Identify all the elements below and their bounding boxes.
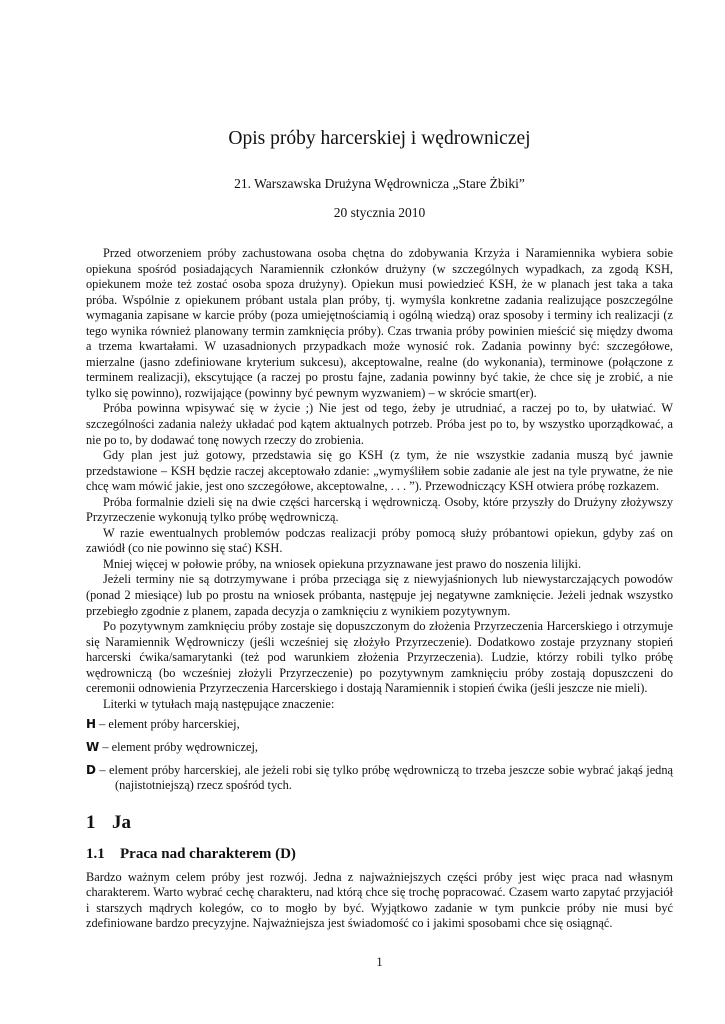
document-author: 21. Warszawska Drużyna Wędrownicza „Stare Żbiki” [234,176,525,191]
paragraph: Po pozytywnym zamknięciu próby zostaje się dopuszczonym do złożenia Przyrzeczenia Harcerskiego i otrzymuje się Naramiennik Wędrowniczy (jeśli wcześniej się złożyło Przyrzeczenie). Dodatkowo zostaje przyznany stopień harcerski ćwika/samarytanki (też pod warunkiem złożenia Przyrzeczenia). Ludzie, którzy robili tylko próbę wędrowniczą (bo wcześniej złożyli Przyrzeczenie) po pozytywnym zamknięciu próby zostają dopuszczeni do ceremonii odnowienia Przyrzeczenia Harcerskiego i dostają Naramiennik i stopień ćwika (jeśli jeszcze nie mieli). [86,619,673,696]
paragraph: Bardzo ważnym celem próby jest rozwój. Jedna z najważniejszych części próby jest więc praca nad własnym charakterem. Warto wybrać cechę charakteru, nad którą chce się trochę popracować. Czasem warto zapytać przyjaciół i starszych mądrych kolegów, co to mogło by być. Wyjątkowo zadanie w tym punkcie próby nie musi być zdefiniowane bardzo precyzyjne. Najważniejsza jest świadomość co i jakimi sposobami chce się osiągnąć. [86,869,673,931]
paragraph: W razie ewentualnych problemów podczas realizacji próby pomocą służy próbantowi opiekun, gdyby zaś on zawiódł (co nie powinno się stać) KSH. [86,525,673,556]
paragraph: Jeżeli terminy nie są dotrzymywane i próba przeciąga się z niewyjaśnionych lub niewystarczających powodów (ponad 2 miesiące) lub po prostu na wniosek próbanta, następuje jej negatywne zamknięcie. Jeżeli jednak wszystko przebiegło zgodnie z planem, zapada decyzja o zamknięciu z wynikiem pozytywnym. [86,572,673,618]
section-number: 1 [86,811,96,833]
definition-item [86,740,673,756]
paragraph: Przed otworzeniem próby zachustowana osoba chętna do zdobywania Krzyża i Naramiennika wybiera sobie opiekuna spośród posiadających Naramiennik członków drużyny (w szczególnych wypadkach, za zgodą KSH, opiekunem może też zostać osoba spoza drużyny). Opiekun musi powiedzieć KSH, że w planach jest taka a taka próba. Wspólnie z opiekunem próbant ustala plan próby, tj. wymyśla konkretne zadania realizujące poszczególne wymagania zapisane w karcie próby (poza umiejętnościamią i ogólną wiedzą) oraz sposoby i terminy ich realizacji (z tego wynika również planowany termin zamknięcia próby). Czas trwania próby powinien mieścić się między dwoma a trzema kwartałami. W uzasadnionych przypadkach może wynosić rok. Zadania powinny być: szczegółowe, mierzalne (jasno zdefiniowane kryterium sukcesu), akceptowalne, realne (do wykonania), terminowe (połączone z terminem realizacji), ekscytujące (a raczej po prostu fajne, zadania powinny być takie, że chce się je zrobić, a nie tylko się powinno), rozwijające (powinny być pewnym wyzwaniem) – w skrócie smart(er). [86,246,673,400]
definition-text: – element próby harcerskiej, ale jeżeli robi się tylko próbę wędrowniczą to trzeba jeszcze sobie wybrać jakąś jedną (najistotniejszą) rzecz spośród tych. [99,762,673,793]
paragraph: Próba powinna wpisywać się w życie ;) Nie jest od tego, żeby je utrudniać, a raczej po to, by ułatwiać. W szczególności zadania należy układać pod kątem aktualnych potrzeb. Próba jest po to, by wszystko uporządkować, a nie po to, by dodawać tonę nowych rzeczy do zrobienia. [86,401,673,447]
section-heading [86,811,673,835]
definition-key: H [86,717,97,732]
subsection-heading [86,844,673,864]
definition-item [86,717,673,733]
document-title: Opis próby harcerskiej i wędrowniczej [228,128,531,149]
paragraph: Gdy plan jest już gotowy, przedstawia się go KSH (z tym, że nie wszystkie zadania muszą być jawnie przedstawione – KSH będzie raczej akceptowało zdanie: „wymyśliłem sobie zadanie ale jest na tyle prywatne, że nie chcę wam mówić jakie, jest ono szczegółowe, akceptowalne, . . . ”). Przewodniczący KSH otwiera próbę rozkazem. [86,448,673,494]
subsection-title: Praca nad charakterem (D) [120,845,296,862]
definition-key: D [86,762,96,777]
definition-text: – element próby wędrowniczej, [102,739,258,754]
definition-key: W [86,739,100,754]
paragraph: Mniej więcej w połowie próby, na wniosek opiekuna przyznawane jest prawo do noszenia lilijki. [103,556,582,571]
definition-list [86,717,673,793]
page-number: 1 [376,955,383,969]
document-body [86,246,673,932]
section-title: Ja [112,811,131,833]
paragraph: Literki w tytułach mają następujące znaczenie: [103,696,335,711]
paragraph: Próba formalnie dzieli się na dwie części harcerską i wędrowniczą. Osoby, które przyszły do Drużyny złożywszy Przyrzeczenie wykonują tylko próbę wędrowniczą. [86,494,673,525]
definition-text: – element próby harcerskiej, [99,717,240,732]
document-date: 20 stycznia 2010 [333,205,426,220]
subsection-number: 1.1 [86,845,105,862]
definition-item [86,763,673,794]
